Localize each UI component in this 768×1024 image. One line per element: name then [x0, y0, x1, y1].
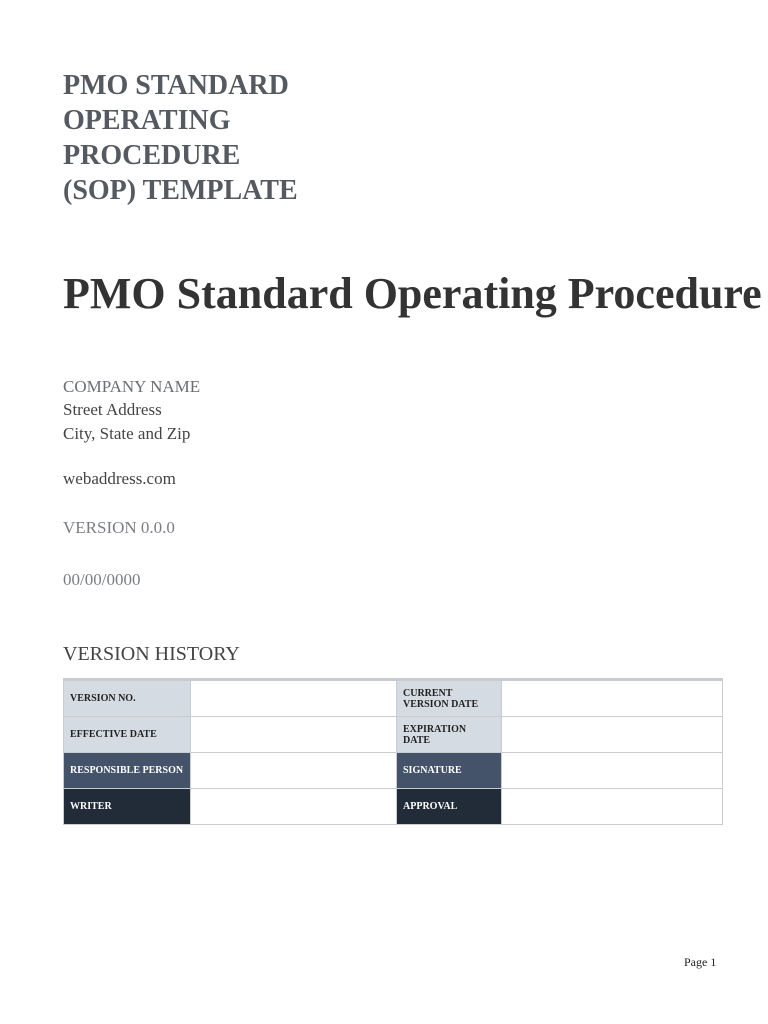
- table-value-cell[interactable]: [502, 680, 723, 717]
- table-value-cell[interactable]: [191, 753, 397, 789]
- table-label-cell: VERSION NO.: [64, 680, 191, 717]
- version-history-table: [63, 678, 723, 825]
- table-row: [64, 717, 723, 753]
- table-value-cell[interactable]: [502, 789, 723, 825]
- version-label: VERSION 0.0.0: [63, 518, 175, 537]
- table-row: [64, 680, 723, 717]
- table-value-cell[interactable]: [191, 789, 397, 825]
- version-history-heading: VERSION HISTORY: [63, 643, 240, 665]
- date-label: 00/00/0000: [63, 570, 141, 589]
- table-label-cell: EXPIRATION DATE: [397, 717, 502, 753]
- company-block: [63, 376, 463, 446]
- table-label-cell: APPROVAL: [397, 789, 502, 825]
- document-title: [63, 68, 423, 208]
- table-label-cell: EFFECTIVE DATE: [64, 717, 191, 753]
- table-label-cell: RESPONSIBLE PERSON: [64, 753, 191, 789]
- table-row: [64, 753, 723, 789]
- title-line: PMO STANDARD: [63, 70, 289, 101]
- title-line: (SOP) TEMPLATE: [63, 175, 298, 206]
- table-value-cell[interactable]: [191, 680, 397, 717]
- main-heading: PMO Standard Operating Procedure: [63, 269, 762, 318]
- title-line: OPERATING: [63, 105, 231, 136]
- web-address: webaddress.com: [63, 469, 176, 488]
- title-line: PROCEDURE: [63, 140, 241, 171]
- company-name: COMPANY NAME: [63, 377, 201, 396]
- table-label-cell: WRITER: [64, 789, 191, 825]
- street-address: Street Address: [63, 400, 162, 419]
- table-value-cell[interactable]: [191, 717, 397, 753]
- table-value-cell[interactable]: [502, 753, 723, 789]
- city-state-zip: City, State and Zip: [63, 424, 191, 443]
- table-label-cell: SIGNATURE: [397, 753, 502, 789]
- table-label-cell: CURRENT VERSION DATE: [397, 680, 502, 717]
- table-row: [64, 789, 723, 825]
- table-value-cell[interactable]: [502, 717, 723, 753]
- page-number: Page 1: [684, 955, 717, 969]
